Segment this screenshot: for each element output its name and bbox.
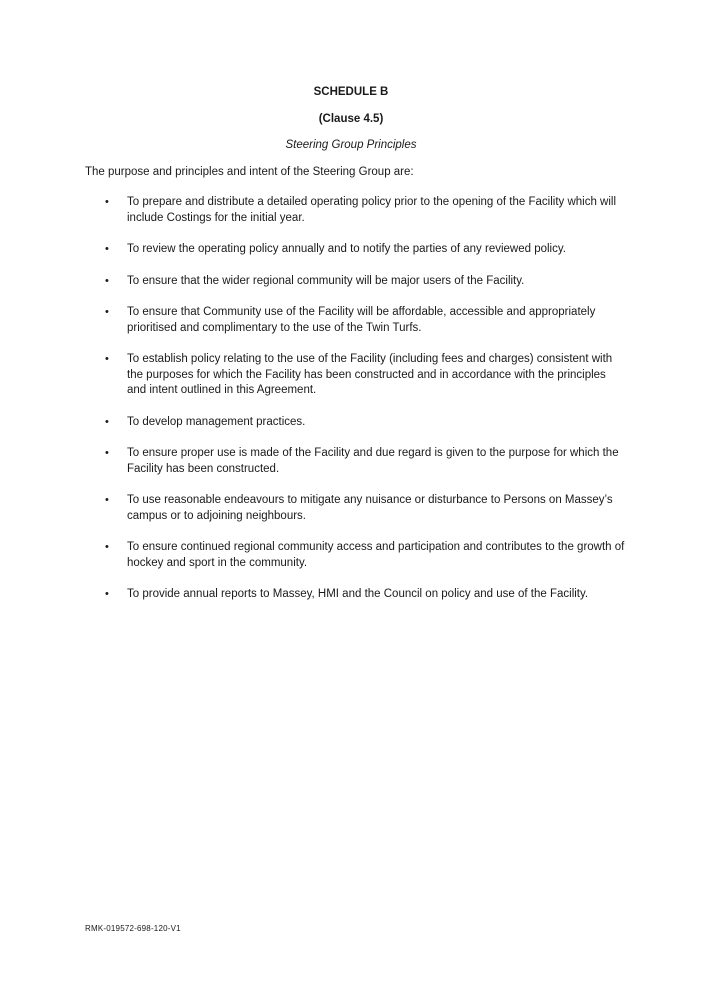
bullet-icon: •	[105, 494, 109, 506]
list-item-text: To prepare and distribute a detailed operating policy prior to the opening of the Facility which will include Costings for the initial year.	[127, 196, 617, 224]
list-item-text: To establish policy relating to the use of the Facility (including fees and charges) consistent with the purposes for which the Facility has been constructed and in accordance with the principles and intent outlined in this Agreement.	[127, 353, 613, 396]
section-subtitle: Steering Group Principles	[285, 139, 417, 151]
bullet-icon: •	[105, 306, 109, 318]
document-reference-footer: RMK-019572-698-120-V1	[85, 924, 181, 933]
intro-paragraph: The purpose and principles and intent of the Steering Group are:	[85, 166, 414, 178]
list-item	[0, 446, 702, 477]
list-item-text: To ensure that Community use of the Facility will be affordable, accessible and appropriately prioritised and complimentary to the use of the Twin Turfs.	[127, 306, 596, 334]
bullet-icon: •	[105, 588, 109, 600]
list-item-text: To ensure continued regional community access and participation and contributes to the growth of hockey and sport in the community.	[127, 541, 625, 569]
list-item-text: To develop management practices.	[127, 415, 306, 428]
bullet-icon: •	[105, 447, 109, 459]
list-item-text: To use reasonable endeavours to mitigate any nuisance or disturbance to Persons on Massey’s campus or to adjoining neighbours.	[127, 494, 613, 522]
list-item-text: To provide annual reports to Massey, HMI and the Council on policy and use of the Facility.	[127, 588, 589, 600]
list-item-text: To review the operating policy annually and to notify the parties of any reviewed policy.	[127, 243, 566, 255]
bullet-icon: •	[105, 196, 109, 208]
list-item	[0, 305, 702, 336]
bullet-icon: •	[105, 274, 109, 287]
list-item-text: To ensure that the wider regional community will be major users of the Facility.	[127, 274, 525, 287]
schedule-title: SCHEDULE B	[313, 86, 389, 98]
list-item	[0, 274, 702, 290]
bullet-icon: •	[105, 541, 109, 553]
list-item	[0, 415, 702, 431]
list-item	[0, 242, 702, 258]
list-item	[0, 587, 702, 603]
list-item	[0, 195, 702, 226]
clause-reference: (Clause 4.5)	[318, 113, 384, 125]
list-item	[0, 352, 702, 399]
bullet-icon: •	[105, 415, 109, 428]
bullet-icon: •	[105, 353, 109, 365]
list-item	[0, 540, 702, 571]
principles-list	[0, 195, 702, 619]
list-item	[0, 493, 702, 524]
list-item-text: To ensure proper use is made of the Facility and due regard is given to the purpose for which the Facility has been constructed.	[127, 447, 619, 475]
bullet-icon: •	[105, 243, 109, 255]
